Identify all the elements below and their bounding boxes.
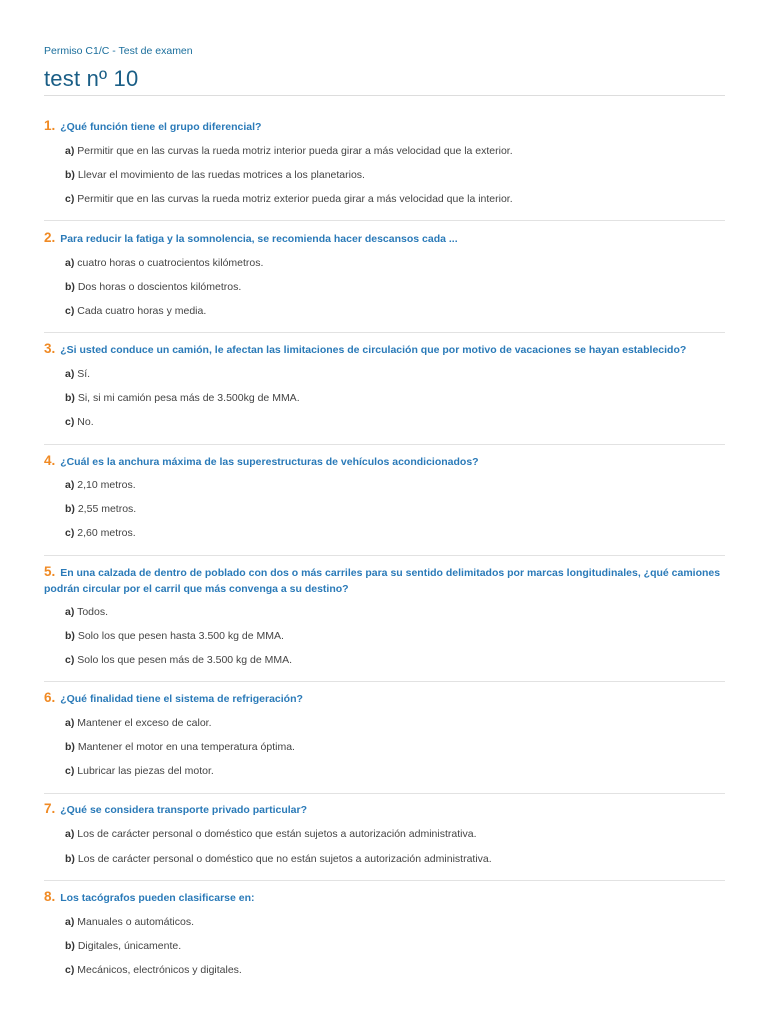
option-letter: a) (65, 257, 75, 269)
question-text: ¿Qué finalidad tiene el sistema de refrigeración? (60, 693, 303, 705)
question-number: 1. (44, 118, 56, 133)
question-heading (44, 801, 725, 818)
option-letter: c) (65, 527, 75, 539)
breadcrumb[interactable]: Permiso C1/C - Test de examen (44, 45, 193, 57)
question-text: En una calzada de dentro de poblado con dos o más carriles para su sentido delimitados por marcas longitudinales, ¿qué camiones podrán circular por el carril que más convenga a su destino? (44, 567, 721, 595)
option-letter: b) (65, 630, 75, 642)
question-heading (44, 889, 725, 906)
option-text: Digitales, únicamente. (77, 940, 182, 952)
option-text: Solo los que pesen más de 3.500 kg de MMA. (77, 654, 293, 666)
option-text: Llevar el movimiento de las ruedas motrices a los planetarios. (77, 169, 365, 181)
answer-option[interactable] (65, 304, 206, 318)
option-letter: b) (65, 853, 75, 865)
option-letter: c) (65, 416, 75, 428)
answer-option[interactable] (65, 653, 292, 667)
question-number: 8. (44, 889, 56, 904)
answer-option[interactable] (65, 168, 365, 182)
answer-option[interactable] (65, 502, 136, 516)
option-letter: b) (65, 169, 75, 181)
option-letter: b) (65, 503, 75, 515)
option-letter: a) (65, 828, 75, 840)
option-text: Permitir que en las curvas la rueda motriz interior pueda girar a más velocidad que la exterior. (77, 145, 513, 157)
question-divider (44, 793, 725, 794)
answer-option[interactable] (65, 192, 513, 206)
option-letter: b) (65, 940, 75, 952)
answer-option[interactable] (65, 764, 214, 778)
option-letter: a) (65, 145, 75, 157)
option-letter: a) (65, 479, 75, 491)
option-text: Permitir que en las curvas la rueda motriz exterior pueda girar a más velocidad que la interior. (77, 193, 513, 205)
question-number: 5. (44, 564, 56, 579)
answer-option[interactable] (65, 526, 136, 540)
question-heading (44, 690, 725, 707)
option-text: No. (77, 416, 94, 428)
option-text: 2,55 metros. (77, 503, 137, 515)
option-text: Mantener el exceso de calor. (77, 717, 212, 729)
answer-option[interactable] (65, 367, 90, 381)
answer-option[interactable] (65, 605, 108, 619)
option-letter: a) (65, 916, 75, 928)
question-number: 4. (44, 453, 56, 468)
question-heading (44, 453, 725, 470)
option-text: Dos horas o doscientos kilómetros. (77, 281, 242, 293)
answer-option[interactable] (65, 716, 212, 730)
answer-option[interactable] (65, 629, 284, 643)
option-text: Sí. (77, 368, 91, 380)
question-heading (44, 564, 725, 597)
question-text: Para reducir la fatiga y la somnolencia, se recomienda hacer descansos cada ... (60, 233, 458, 245)
option-text: Los de carácter personal o doméstico que están sujetos a autorización administrativa. (77, 828, 477, 840)
question-text: Los tacógrafos pueden clasificarse en: (60, 892, 255, 904)
answer-option[interactable] (65, 478, 136, 492)
question-divider (44, 880, 725, 881)
question-heading (44, 118, 725, 135)
question-heading (44, 341, 725, 358)
question-divider (44, 555, 725, 556)
option-text: Todos. (77, 606, 109, 618)
option-text: Mantener el motor en una temperatura óptima. (77, 741, 295, 753)
answer-option[interactable] (65, 415, 94, 429)
option-letter: b) (65, 741, 75, 753)
option-letter: a) (65, 606, 75, 618)
answer-option[interactable] (65, 827, 477, 841)
answer-option[interactable] (65, 144, 513, 158)
option-text: Si, si mi camión pesa más de 3.500kg de MMA. (77, 392, 300, 404)
option-text: Solo los que pesen hasta 3.500 kg de MMA. (77, 630, 284, 642)
option-letter: c) (65, 193, 75, 205)
option-letter: a) (65, 368, 75, 380)
answer-option[interactable] (65, 256, 263, 270)
answer-option[interactable] (65, 391, 300, 405)
question-text: ¿Qué función tiene el grupo diferencial? (60, 121, 262, 133)
option-letter: c) (65, 765, 75, 777)
option-letter: a) (65, 717, 75, 729)
option-text: Manuales o automáticos. (77, 916, 194, 928)
option-letter: b) (65, 281, 75, 293)
question-divider (44, 332, 725, 333)
option-text: Mecánicos, electrónicos y digitales. (77, 964, 242, 976)
question-number: 3. (44, 341, 56, 356)
option-text: Cada cuatro horas y media. (77, 305, 207, 317)
question-number: 6. (44, 690, 56, 705)
question-number: 7. (44, 801, 56, 816)
answer-option[interactable] (65, 939, 181, 953)
title-divider (44, 95, 725, 96)
question-text: ¿Si usted conduce un camión, le afectan las limitaciones de circulación que por motivo de vacaciones se hayan establecido? (60, 344, 687, 356)
answer-option[interactable] (65, 915, 194, 929)
answer-option[interactable] (65, 963, 242, 977)
option-letter: b) (65, 392, 75, 404)
answer-option[interactable] (65, 852, 492, 866)
question-number: 2. (44, 230, 56, 245)
option-text: Lubricar las piezas del motor. (77, 765, 214, 777)
question-text: ¿Cuál es la anchura máxima de las superestructuras de vehículos acondicionados? (60, 456, 479, 468)
option-letter: c) (65, 654, 75, 666)
option-letter: c) (65, 305, 75, 317)
question-heading (44, 230, 725, 247)
page-title: test nº 10 (44, 66, 139, 91)
question-text: ¿Qué se considera transporte privado particular? (60, 804, 308, 816)
option-text: cuatro horas o cuatrocientos kilómetros. (77, 257, 264, 269)
question-divider (44, 444, 725, 445)
answer-option[interactable] (65, 740, 295, 754)
option-text: Los de carácter personal o doméstico que no están sujetos a autorización administrativa. (77, 853, 492, 865)
option-text: 2,60 metros. (77, 527, 136, 539)
question-divider (44, 220, 725, 221)
option-text: 2,10 metros. (77, 479, 136, 491)
option-letter: c) (65, 964, 75, 976)
question-divider (44, 681, 725, 682)
answer-option[interactable] (65, 280, 241, 294)
